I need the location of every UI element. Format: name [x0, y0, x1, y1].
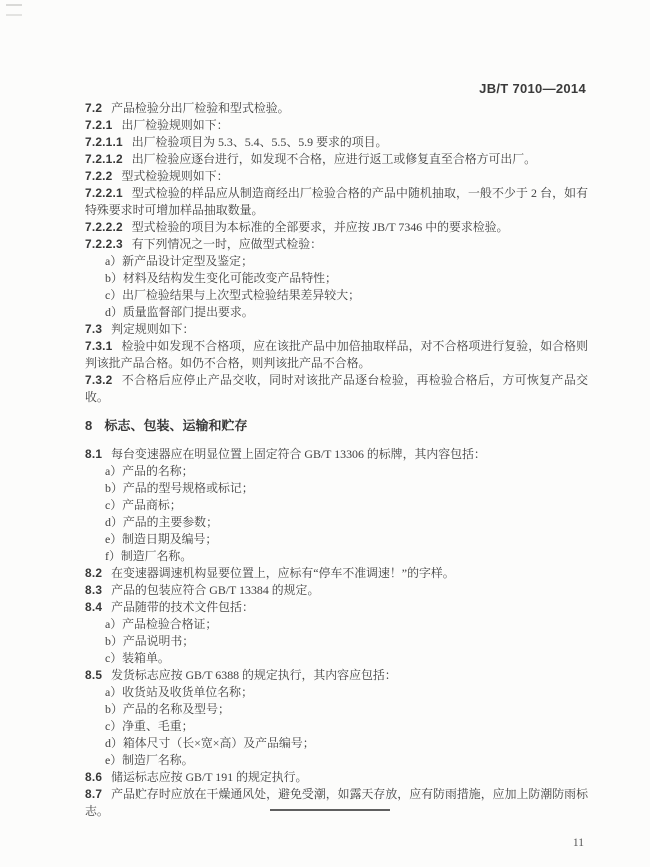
clause-number: 8.7 [85, 787, 103, 801]
clause-8-4 [85, 599, 588, 616]
list-item-b [85, 701, 588, 718]
standard-number-header: JB/T 7010—2014 [479, 81, 586, 96]
clause-text: 检验中如发现不合格项，应在该批产品中加倍抽取样品，对不合格项进行复验，如合格则判该批产品合格。如仍不合格，则判该批产品不合格。 [85, 339, 588, 370]
list-item-text: c）产品商标； [105, 498, 182, 512]
clause-number: 7.2.2.1 [85, 186, 123, 200]
list-item-text: b）产品说明书； [105, 634, 195, 648]
list-item-c [85, 718, 588, 735]
clause-7-3-2 [85, 372, 588, 406]
clause-7-2-2 [85, 168, 588, 185]
clause-7-2-1-1 [85, 134, 588, 151]
list-item-a [85, 684, 588, 701]
section-8-heading [85, 417, 588, 434]
clause-7-2 [85, 100, 588, 117]
list-item-e [85, 752, 588, 769]
document-content [85, 100, 588, 820]
list-item-e [85, 531, 588, 548]
list-item-text: a）产品检验合格证； [105, 617, 218, 631]
list-item-text: b）产品的名称及型号； [105, 702, 230, 716]
clause-number: 8.5 [85, 668, 103, 682]
list-item-text: d）产品的主要参数； [105, 515, 218, 529]
end-of-text-divider [270, 809, 390, 811]
list-item-d [85, 514, 588, 531]
clause-text: 产品贮存时应放在干燥通风处，避免受潮，如露天存放，应有防雨措施，应加上防潮防雨标志。 [85, 787, 588, 818]
clause-text: 型式检验的项目为本标准的全部要求，并应按 JB/T 7346 中的要求检验。 [131, 220, 509, 234]
clause-7-2-2-3 [85, 236, 588, 253]
clause-number: 8.2 [85, 566, 103, 580]
list-item-a [85, 463, 588, 480]
clause-number: 7.2.2.2 [85, 220, 123, 234]
list-item-text: d）箱体尺寸（长×宽×高）及产品编号； [105, 736, 315, 750]
clause-8-5 [85, 667, 588, 684]
list-item-c [85, 497, 588, 514]
list-item-b [85, 633, 588, 650]
clause-text: 型式检验规则如下： [121, 169, 229, 183]
clause-text: 有下列情况之一时，应做型式检验： [131, 237, 323, 251]
clause-text: 出厂检验规则如下： [121, 118, 229, 132]
clause-text: 不合格后应停止产品交收，同时对该批产品逐台检验，再检验合格后，方可恢复产品交收。 [85, 373, 588, 404]
list-item-c [85, 287, 588, 304]
list-item-c [85, 650, 588, 667]
list-item-text: f）制造厂名称。 [105, 549, 193, 563]
clause-number: 8.6 [85, 770, 103, 784]
section-number: 8 [85, 418, 93, 433]
list-item-b [85, 270, 588, 287]
list-item-a [85, 253, 588, 270]
clause-text: 在变速器调速机构显要位置上，应标有“停车不准调速！”的字样。 [111, 566, 455, 580]
clause-text: 产品随带的技术文件包括： [111, 600, 254, 614]
section-title: 标志、包装、运输和贮存 [104, 418, 248, 433]
page-number: 11 [572, 837, 584, 849]
list-item-text: a）产品的名称； [105, 464, 194, 478]
clause-text: 判定规则如下： [111, 322, 195, 336]
list-item-text: c）出厂检验结果与上次型式检验结果差异较大； [105, 288, 360, 302]
clause-number: 7.3.1 [85, 339, 113, 353]
clause-number: 7.2 [85, 101, 103, 115]
clause-text: 型式检验的样品应从制造商经出厂检验合格的产品中随机抽取，一般不少于 2 台，如有特殊要求时可增加样品抽取数量。 [85, 186, 588, 217]
list-item-text: c）净重、毛重； [105, 719, 194, 733]
clause-7-2-1 [85, 117, 588, 134]
clause-8-1 [85, 446, 588, 463]
list-item-b [85, 480, 588, 497]
clause-number: 7.2.2 [85, 169, 113, 183]
clause-number: 7.2.1.1 [85, 135, 123, 149]
clause-number: 7.3.2 [85, 373, 113, 387]
list-item-a [85, 616, 588, 633]
clause-text: 出厂检验项目为 5.3、5.4、5.5、5.9 要求的项目。 [131, 135, 388, 149]
clause-7-3 [85, 321, 588, 338]
clause-7-2-2-2 [85, 219, 588, 236]
list-item-text: b）材料及结构发生变化可能改变产品特性； [105, 271, 337, 285]
clause-8-7 [85, 786, 588, 820]
clause-text: 产品检验分出厂检验和型式检验。 [111, 101, 290, 115]
list-item-text: e）制造日期及编号； [105, 532, 218, 546]
list-item-text: b）产品的型号规格或标记； [105, 481, 254, 495]
clause-8-2 [85, 565, 588, 582]
scan-artifact [6, 4, 22, 6]
clause-7-2-1-2 [85, 151, 588, 168]
list-item-text: a）新产品设计定型及鉴定； [105, 254, 253, 268]
clause-text: 出厂检验应逐台进行，如发现不合格，应进行返工或修复直至合格方可出厂。 [131, 152, 537, 166]
clause-8-3 [85, 582, 588, 599]
list-item-d [85, 304, 588, 321]
list-item-text: d）质量监督部门提出要求。 [105, 305, 254, 319]
list-item-d [85, 735, 588, 752]
list-item-text: c）装箱单。 [105, 651, 170, 665]
clause-number: 7.2.1 [85, 118, 113, 132]
list-item-text: a）收货站及收货单位名称； [105, 685, 253, 699]
clause-number: 8.1 [85, 447, 103, 461]
clause-text: 产品的包装应符合 GB/T 13384 的规定。 [111, 583, 320, 597]
clause-text: 发货标志应按 GB/T 6388 的规定执行，其内容应包括： [111, 668, 397, 682]
clause-text: 储运标志应按 GB/T 191 的规定执行。 [111, 770, 308, 784]
list-item-f [85, 548, 588, 565]
clause-number: 8.3 [85, 583, 103, 597]
clause-8-6 [85, 769, 588, 786]
clause-number: 7.2.1.2 [85, 152, 123, 166]
list-item-text: e）制造厂名称。 [105, 753, 194, 767]
clause-7-2-2-1 [85, 185, 588, 219]
clause-number: 7.3 [85, 322, 103, 336]
clause-text: 每台变速器应在明显位置上固定符合 GB/T 13306 的标牌，其内容包括： [111, 447, 486, 461]
clause-7-3-1 [85, 338, 588, 372]
clause-number: 7.2.2.3 [85, 237, 123, 251]
clause-number: 8.4 [85, 600, 103, 614]
